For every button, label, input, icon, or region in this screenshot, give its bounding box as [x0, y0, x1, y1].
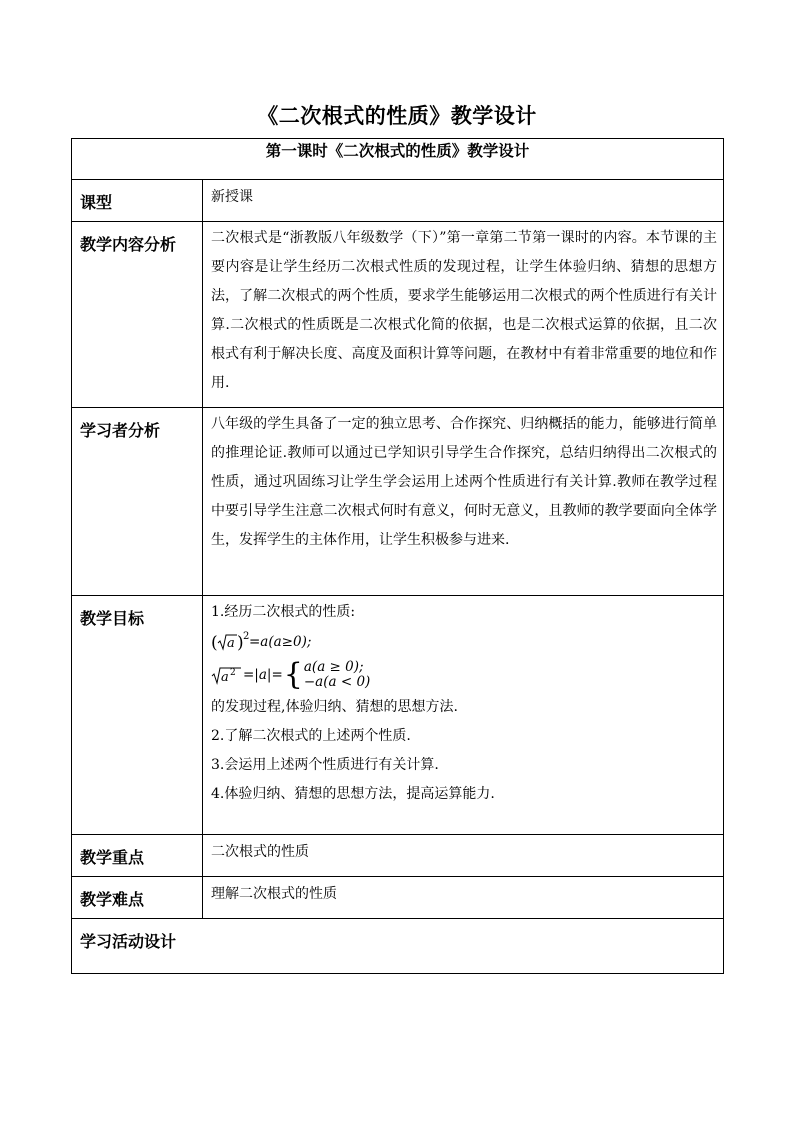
formula-square-of-root: [211, 627, 717, 657]
sqrt-a-square-icon: [211, 664, 243, 686]
goal-item-2: 2.了解二次根式的上述两个性质.: [211, 728, 411, 744]
svg-text:(: (: [211, 633, 218, 653]
row-label-type: 课型: [72, 180, 203, 222]
row-value-goals: [203, 596, 724, 835]
svg-text:a: a: [227, 636, 235, 651]
formula-root-of-square: [211, 657, 717, 693]
sqrt-a-squared-icon: [211, 631, 249, 653]
table-row: [72, 919, 724, 974]
table-title-row: [72, 139, 724, 180]
formula1-rhs: =a(a≥0);: [249, 633, 312, 650]
case-1: a(a ≥ 0);: [303, 659, 364, 675]
goal-item-3: 3.会运用上述两个性质进行有关计算.: [211, 757, 439, 773]
table-row: [72, 408, 724, 596]
svg-text:2: 2: [230, 668, 236, 678]
table-row: [72, 596, 724, 835]
table-row: [72, 877, 724, 919]
svg-text:a: a: [221, 670, 229, 685]
left-brace-icon: {: [283, 657, 303, 692]
goal-item-4: 4.体验归纳、猜想的思想方法，提高运算能力.: [211, 786, 495, 802]
table-row: [72, 835, 724, 877]
table-row: [72, 222, 724, 408]
row-value-content: 二次根式是“浙教版八年级数学（下）”第一章第二节第一课时的内容。本节课的主要内容是让学生经历二次根式性质的发现过程，让学生体验归纳、猜想的思想方法，了解二次根式的两个性质，要求学生能够运用二次根式的两个性质进行有关计算.二次根式的性质既是二次根式化简的依据，也是二次根式运算的依据，且二次根式有利于解决长度、高度及面积计算等问题，在教材中有着非常重要的地位和作用.: [203, 222, 724, 408]
formula2-mid: =|a|=: [243, 666, 283, 683]
goal-item-1: 1.经历二次根式的性质:: [211, 604, 356, 620]
row-value-difficulty: 理解二次根式的性质: [203, 877, 724, 919]
row-label-difficulty: 教学难点: [72, 877, 203, 919]
document-title: 《二次根式的性质》教学设计: [257, 104, 537, 128]
row-value-key: 二次根式的性质: [203, 835, 724, 877]
case-2: −a(a < 0): [303, 674, 371, 690]
svg-text:2: 2: [243, 631, 249, 642]
goal-item-1-end: 的发现过程,体验归纳、猜想的思想方法.: [211, 699, 458, 715]
row-label-goals: 教学目标: [72, 596, 203, 835]
svg-text:): ): [237, 633, 244, 653]
row-label-content: 教学内容分析: [72, 222, 203, 408]
row-value-type: 新授课: [203, 180, 724, 222]
table-row: [72, 180, 724, 222]
row-label-key: 教学重点: [72, 835, 203, 877]
lesson-plan-table: [71, 138, 724, 974]
row-label-learner: 学习者分析: [72, 408, 203, 596]
row-label-activity: 学习活动设计: [72, 919, 724, 974]
piecewise-cases: [304, 660, 370, 690]
table-title: 第一课时《二次根式的性质》教学设计: [72, 139, 724, 180]
row-value-learner: 八年级的学生具备了一定的独立思考、合作探究、归纳概括的能力，能够进行简单的推理论证.教师可以通过已学知识引导学生合作探究，总结归纳得出二次根式的性质，通过巩固练习让学生学会运用上述两个性质进行有关计算.教师在教学过程中要引导学生注意二次根式何时有意义，何时无意义，且教师的教学要面向全体学生，发挥学生的主体作用，让学生积极参与进来.: [203, 408, 724, 596]
